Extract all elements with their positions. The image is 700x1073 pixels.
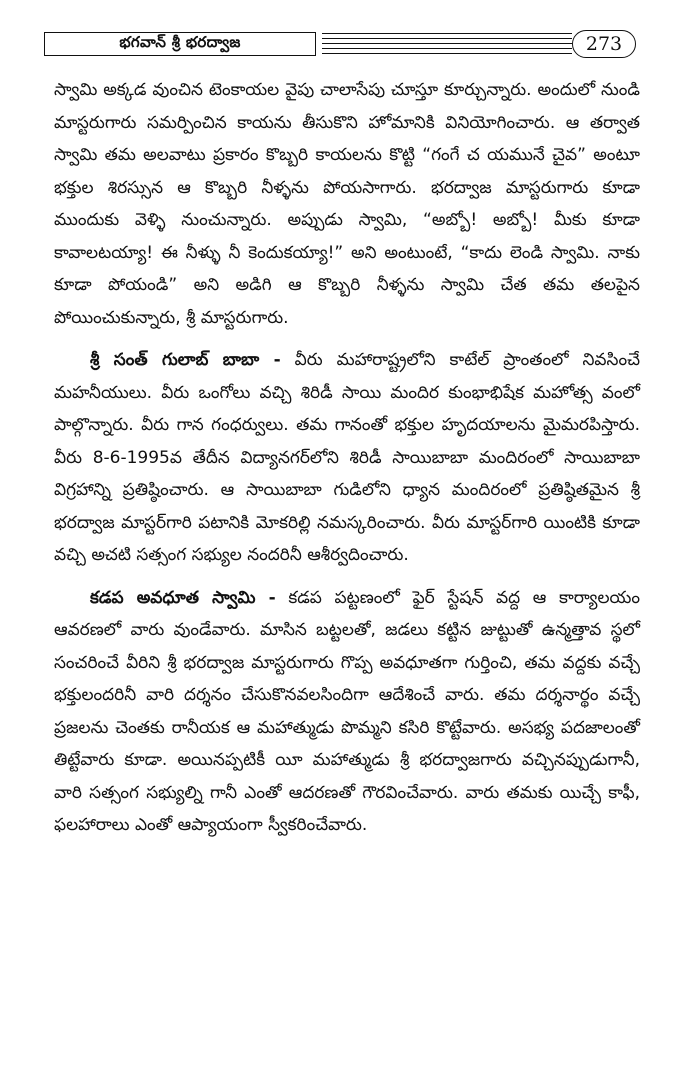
- paragraph-3: [54, 582, 640, 842]
- paragraph-2: [54, 344, 640, 572]
- header-title: భగవాన్ శ్రీ భరద్వాజ: [44, 32, 316, 56]
- paragraph-1: [54, 74, 640, 334]
- paragraph-3-text: కడప పట్టణంలో ఫైర్ స్టేషన్ వద్ద ఆ కార్యాలయం ఆవరణలో వారు వుండేవారు. మాసిన బట్టలతో, జడలు కట్టిన జుట్టుతో ఉన్మత్తావ స్థలో సంచరించే వీరిని శ్రీ భరద్వాజ మాస్టరుగారు గొప్ప అవధూతగా గుర్తించి, తమ వద్దకు వచ్చే భక్తులందరినీ వారి దర్శనం చేసుకొనవలసిందిగా ఆదేశించే వారు. తమ దర్శనార్థం వచ్చే ప్రజలను చెంతకు రానీయక ఆ మహాత్ముడు పొమ్మని కసిరి కొట్టేవారు. అసభ్య పదజాలంతో తిట్టేవారు కూడా. అయినప్పటికీ యీ మహాత్ముడు శ్రీ భరద్వాజగారు వచ్చినప్పుడుగానీ, వారి సత్సంగ సభ్యుల్ని గానీ ఎంతో ఆదరణతో గౌరవించేవారు. వారు తమకు యిచ్చే కాఫీ, ఫలహారాలు ఎంతో ఆప్యాయంగా స్వీకరించేవారు.: [54, 587, 640, 835]
- page-body: [54, 74, 640, 842]
- paragraph-2-lead: శ్రీ సంత్ గులాబ్ బాబా -: [90, 350, 281, 370]
- paragraph-3-lead: కడప అవధూత స్వామి -: [90, 587, 276, 608]
- paragraph-2-text: వీరు మహారాష్ట్రలోని కాటేల్ ప్రాంతంలో నివసించే మహనీయులు. వీరు ఒంగోలు వచ్చి శిరిడీ సాయి మందిర కుంభాభిషేక మహోత్స వంలో పాల్గొన్నారు. వీరు గాన గంధర్వులు. తమ గానంతో భక్తుల హృదయాలను మైమరపిస్తారు. వీరు 8-6-1995వ తేదీన విద్యానగర్‌లోని శిరిడీ సాయిబాబా మందిరంలో సాయిబాబా విగ్రహాన్ని ప్రతిష్ఠించారు. ఆ సాయిబాబా గుడిలోని ధ్యాన మందిరంలో ప్రతిష్ఠితమైన శ్రీ భరద్వాజ మాస్టర్‌గారి పటానికి మోకరిల్లి నమస్కరించారు. వీరు మాస్టర్‌గారి యింటికి కూడా వచ్చి అచటి సత్సంగ సభ్యుల నందరినీ ఆశీర్వదించారు.: [54, 350, 640, 565]
- header-rules: [322, 32, 572, 56]
- page-number: 273: [572, 30, 636, 58]
- running-header: [44, 30, 636, 58]
- paragraph-1-text: స్వామి అక్కడ వుంచిన టెంకాయల వైపు చాలాసేపు చూస్తూ కూర్చున్నారు. అందులో నుండి మాస్టరుగారు సమర్పించిన కాయను తీసుకొని హోమానికి వినియోగించారు. ఆ తర్వాత స్వామి తమ అలవాటు ప్రకారం కొబ్బరి కాయలను కొట్టి “గంగే చ యమునే చైవ” అంటూ భక్తుల శిరస్సున ఆ కొబ్బరి నీళ్ళను పోయసాగారు. భరద్వాజ మాస్టరుగారు కూడా ముందుకు వెళ్ళి నుంచున్నారు. అప్పుడు స్వామి, “అబ్బో! అబ్బో! మీకు కూడా కావాలటయ్యా! ఈ నీళ్ళు నీ కెందుకయ్యా!” అని అంటుంటే, “కాదు లెండి స్వామి. నాకు కూడా పోయండి” అని అడిగి ఆ కొబ్బరి నీళ్ళను స్వామి చేత తమ తలపైన పోయించుకున్నారు, శ్రీ మాస్టరుగారు.: [54, 80, 640, 328]
